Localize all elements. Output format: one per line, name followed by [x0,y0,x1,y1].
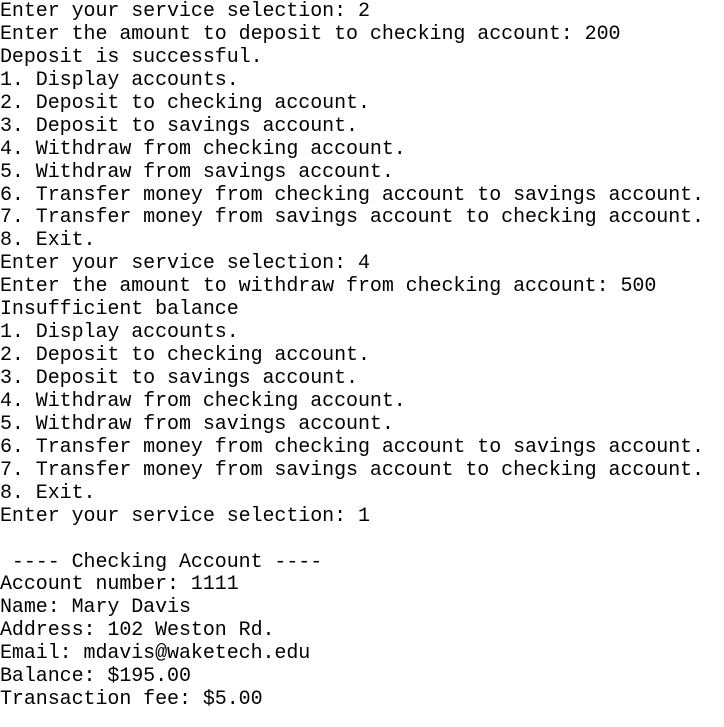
console-line: Enter the amount to withdraw from checking account: 500 [0,275,657,299]
console-line: Enter your service selection: 1 [0,504,370,528]
status-message: Insufficient balance [0,298,239,322]
console-line: Enter the amount to deposit to checking account: 200 [0,22,621,46]
menu-item-withdraw-checking: 4. Withdraw from checking account. [0,137,406,161]
blank-line [0,529,704,552]
console-line: Deposit is successful. [0,45,263,69]
menu-item-exit: 8. Exit. [0,229,96,253]
menu-item-display-accounts: 1. Display accounts. [0,68,239,92]
account-name: Name: Mary Davis [0,596,191,620]
menu-item-withdraw-savings: 5. Withdraw from savings account. [0,412,394,436]
menu-item-transfer-checking-to-savings: 6. Transfer money from checking account to savings account. [0,183,704,207]
menu-item-withdraw-savings: 5. Withdraw from savings account. [0,160,394,184]
account-balance: Balance: $195.00 [0,665,191,689]
menu-item-display-accounts: 1. Display accounts. [0,321,239,345]
menu-item-withdraw-checking: 4. Withdraw from checking account. [0,389,406,413]
account-section-header: ---- Checking Account ---- [0,550,323,574]
console-line: Enter your service selection: 4 [0,252,370,276]
menu-item-exit: 8. Exit. [0,481,96,505]
console-line: Enter your service selection: 2 [0,0,370,23]
menu-item-transfer-savings-to-checking: 7. Transfer money from savings account to checking account. [0,458,704,482]
menu-item-deposit-savings: 3. Deposit to savings account. [0,367,358,390]
menu-item-transfer-checking-to-savings: 6. Transfer money from checking account to savings account. [0,435,704,459]
menu-item-deposit-checking: 2. Deposit to checking account. [0,344,370,368]
menu-item-deposit-checking: 2. Deposit to checking account. [0,91,370,115]
console-lines [0,1,704,712]
account-address: Address: 102 Weston Rd. [0,619,275,643]
menu-item-transfer-savings-to-checking: 7. Transfer money from savings account to checking account. [0,206,704,230]
account-transaction-fee: Transaction fee: $5.00 [0,688,263,712]
menu-item-deposit-savings: 3. Deposit to savings account. [0,114,358,138]
account-number: Account number: 1111 [0,573,239,597]
account-email: Email: mdavis@waketech.edu [0,642,311,666]
